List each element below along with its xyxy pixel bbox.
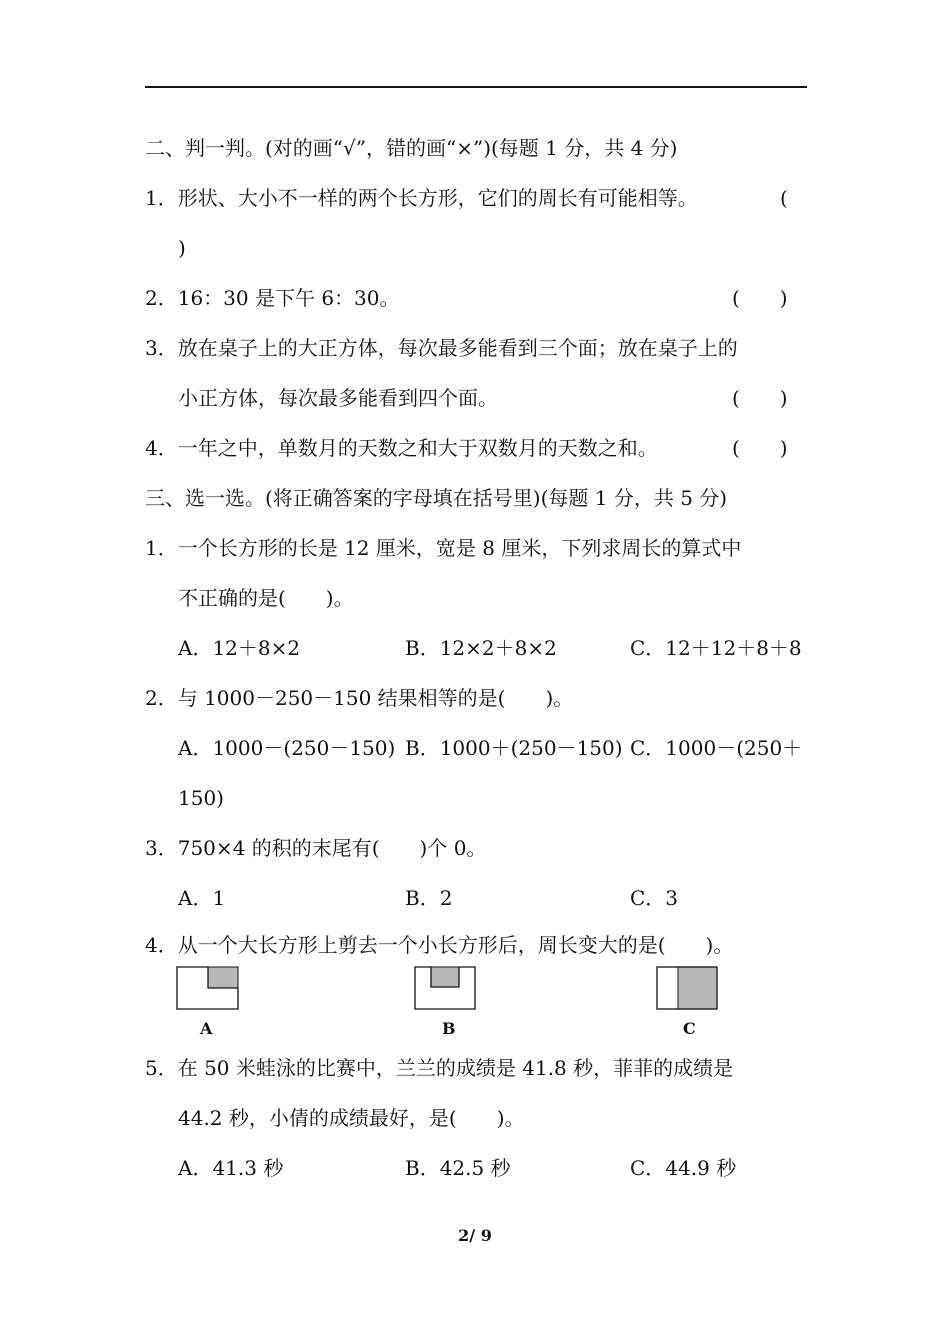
s3-q1-option-c[interactable]: C．12＋12＋8＋8 <box>630 636 802 660</box>
s3-q1-option-b[interactable]: B．12×2＋8×2 <box>405 636 557 660</box>
s3-q5-option-c[interactable]: C．44.9 秒 <box>630 1156 737 1180</box>
s3-q5-line1: 5．在 50 米蛙泳的比赛中，兰兰的成绩是 41.8 秒，菲菲的成绩是 <box>145 1056 734 1080</box>
s2-q2-bracket[interactable]: ( ) <box>732 286 788 310</box>
s3-q2-option-c[interactable]: C．1000－(250＋ <box>630 736 803 760</box>
s3-q2-option-c-cont: 150) <box>178 786 224 810</box>
s2-q4-bracket[interactable]: ( ) <box>732 436 788 460</box>
s2-q3-bracket[interactable]: ( ) <box>732 386 788 410</box>
s3-q2-option-a[interactable]: A．1000－(250－150) <box>178 736 396 760</box>
s2-q2-text: 2．16：30 是下午 6：30。 <box>145 286 400 310</box>
figure-a-cut-piece <box>208 967 238 988</box>
figure-a[interactable] <box>176 966 240 1012</box>
figure-b-label: B <box>442 1019 456 1038</box>
s3-q1-option-a[interactable]: A．12＋8×2 <box>178 636 301 660</box>
s3-q3-option-a[interactable]: A．1 <box>178 886 226 910</box>
page-number: 2/ 9 <box>458 1226 492 1245</box>
figure-c[interactable] <box>656 966 720 1012</box>
s3-q3-text: 3．750×4 的积的末尾有( )个 0。 <box>145 836 487 860</box>
s3-q5-option-a[interactable]: A．41.3 秒 <box>178 1156 284 1180</box>
s2-q4-text: 4．一年之中，单数月的天数之和大于双数月的天数之和。 <box>145 436 658 460</box>
s2-q1-bracket-close[interactable]: ) <box>178 236 186 260</box>
figure-b-cut-piece <box>431 967 459 987</box>
figure-b[interactable] <box>414 966 478 1012</box>
s3-q5-option-b[interactable]: B．42.5 秒 <box>405 1156 511 1180</box>
s2-q3-line1: 3．放在桌子上的大正方体，每次最多能看到三个面；放在桌子上的 <box>145 336 738 360</box>
s3-q1-line2: 不正确的是( )。 <box>178 586 354 610</box>
s3-q3-option-b[interactable]: B．2 <box>405 886 453 910</box>
s3-q5-line2: 44.2 秒，小倩的成绩最好，是( )。 <box>178 1106 525 1130</box>
figure-a-label: A <box>200 1019 213 1038</box>
figure-c-label: C <box>683 1019 696 1038</box>
s3-q1-line1: 1．一个长方形的长是 12 厘米，宽是 8 厘米，下列求周长的算式中 <box>145 536 742 560</box>
s3-q2-text: 2．与 1000－250－150 结果相等的是( )。 <box>145 686 574 710</box>
header-rule <box>145 86 807 88</box>
s3-q4-text: 4．从一个大长方形上剪去一个小长方形后，周长变大的是( )。 <box>145 933 734 957</box>
s2-q1-bracket-open[interactable]: ( <box>780 186 788 210</box>
section3-title: 三、选一选。(将正确答案的字母填在括号里)(每题 1 分，共 5 分) <box>145 486 728 510</box>
s3-q2-option-b[interactable]: B．1000＋(250－150) <box>405 736 623 760</box>
s3-q3-option-c[interactable]: C．3 <box>630 886 679 910</box>
s2-q3-line2: 小正方体，每次最多能看到四个面。 <box>178 386 498 410</box>
s2-q1-text: 1．形状、大小不一样的两个长方形，它们的周长有可能相等。 <box>145 186 698 210</box>
section2-title: 二、判一判。(对的画“√”，错的画“×”)(每题 1 分，共 4 分) <box>145 136 678 160</box>
figure-c-cut-piece <box>678 967 717 1009</box>
